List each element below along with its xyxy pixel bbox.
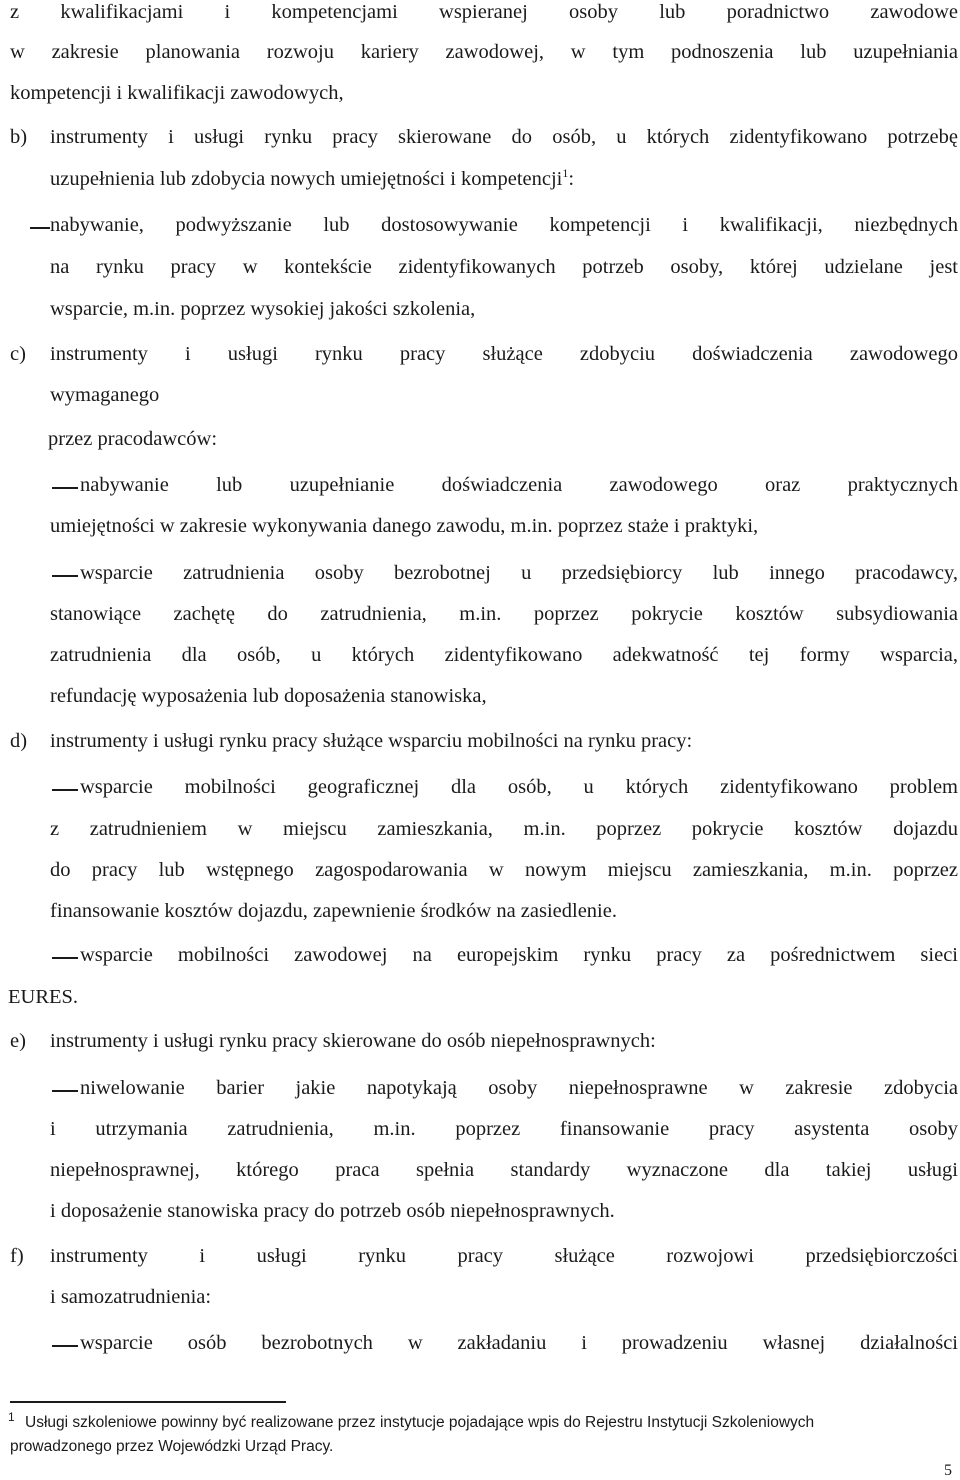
list-marker: e) bbox=[10, 1030, 26, 1052]
list-item-heading: instrumenty i usługi rynku pracy skierowane do osób niepełnosprawnych: bbox=[50, 1030, 656, 1052]
footnote-ref: 1 bbox=[562, 166, 569, 181]
bullet-line: refundację wyposażenia lub doposażenia stanowiska, bbox=[50, 685, 487, 707]
list-item-heading: instrumenty i usługi rynku pracy skierowane do osób, u których zidentyfikowano potrzebę bbox=[50, 126, 958, 148]
list-item-text: : bbox=[568, 168, 575, 190]
bullet-line: wsparcie mobilności zawodowej na europejskim rynku pracy za pośrednictwem sieci bbox=[80, 944, 958, 966]
list-item-heading: i samozatrudnienia: bbox=[50, 1286, 212, 1308]
paragraph-line: w zakresie planowania rozwoju kariery zawodowej, w tym podnoszenia lub uzupełniania bbox=[10, 41, 958, 63]
bullet-line: wsparcie osób bezrobotnych w zakładaniu i prowadzeniu własnej działalności bbox=[80, 1332, 958, 1354]
bullet-line: na rynku pracy w kontekście zidentyfikowanych potrzeb osoby, której udzielane jest bbox=[50, 256, 958, 278]
bullet-line: EURES. bbox=[8, 986, 79, 1008]
paragraph-line: z kwalifikacjami i kompetencjami wspieranej osoby lub poradnictwo zawodowe bbox=[10, 1, 958, 23]
dash-bullet bbox=[52, 1090, 78, 1092]
dash-bullet bbox=[52, 957, 78, 959]
dash-bullet bbox=[30, 227, 50, 229]
bullet-line: niwelowanie barier jakie napotykają osoby niepełnosprawne w zakresie zdobycia bbox=[80, 1077, 958, 1099]
list-marker: f) bbox=[10, 1245, 24, 1267]
dash-bullet bbox=[52, 1345, 78, 1347]
list-marker: c) bbox=[10, 343, 26, 365]
footnote-separator bbox=[10, 1401, 286, 1403]
bullet-line: do pracy lub wstępnego zagospodarowania w nowym miejscu zamieszkania, m.in. poprzez bbox=[50, 859, 958, 881]
bullet-line: nabywanie lub uzupełnianie doświadczenia zawodowego oraz praktycznych bbox=[80, 474, 958, 496]
bullet-line: nabywanie, podwyższanie lub dostosowywanie kompetencji i kwalifikacji, niezbędnych bbox=[50, 214, 958, 236]
list-item-heading bbox=[50, 165, 574, 193]
list-marker: d) bbox=[10, 730, 28, 752]
dash-bullet bbox=[52, 789, 78, 791]
paragraph-line: kompetencji i kwalifikacji zawodowych, bbox=[10, 82, 344, 104]
bullet-line: z zatrudnieniem w miejscu zamieszkania, m.in. poprzez pokrycie kosztów dojazdu bbox=[50, 818, 958, 840]
bullet-line: stanowiące zachętę do zatrudnienia, m.in. poprzez pokrycie kosztów subsydiowania bbox=[50, 603, 958, 625]
list-marker: b) bbox=[10, 126, 28, 148]
list-item-heading: instrumenty i usługi rynku pracy służące wsparciu mobilności na rynku pracy: bbox=[50, 730, 693, 752]
list-item-heading: wymaganego bbox=[50, 384, 160, 406]
list-item-heading: przez pracodawców: bbox=[48, 428, 218, 450]
bullet-line: i doposażenie stanowiska pracy do potrzeb osób niepełnosprawnych. bbox=[50, 1200, 615, 1222]
bullet-line: niepełnosprawnej, którego praca spełnia standardy wyznaczone dla takiej usługi bbox=[50, 1159, 958, 1181]
footnote-number: 1 bbox=[8, 1409, 15, 1424]
bullet-line: i utrzymania zatrudnienia, m.in. poprzez finansowanie pracy asystenta osoby bbox=[50, 1118, 958, 1140]
bullet-line: wsparcie, m.in. poprzez wysokiej jakości szkolenia, bbox=[50, 298, 476, 320]
footnote bbox=[8, 1409, 960, 1434]
bullet-line: zatrudnienia dla osób, u których zidentyfikowano adekwatność tej formy wsparcia, bbox=[50, 644, 958, 666]
list-item-heading: instrumenty i usługi rynku pracy służące rozwojowi przedsiębiorczości bbox=[50, 1245, 958, 1267]
footnote-text-line: prowadzonego przez Wojewódzki Urząd Pracy. bbox=[10, 1438, 334, 1455]
bullet-line: wsparcie mobilności geograficznej dla osób, u których zidentyfikowano problem bbox=[80, 776, 958, 798]
dash-bullet bbox=[52, 487, 78, 489]
bullet-line: wsparcie zatrudnienia osoby bezrobotnej u przedsiębiorcy lub innego pracodawcy, bbox=[80, 562, 958, 584]
list-item-heading: instrumenty i usługi rynku pracy służące zdobyciu doświadczenia zawodowego bbox=[50, 343, 958, 365]
list-item-text: uzupełnienia lub zdobycia nowych umiejętności i kompetencji bbox=[50, 168, 563, 190]
dash-bullet bbox=[52, 575, 78, 577]
bullet-line: finansowanie kosztów dojazdu, zapewnienie środków na zasiedlenie. bbox=[50, 900, 617, 922]
page-number: 5 bbox=[944, 1462, 952, 1479]
footnote-text: Usługi szkoleniowe powinny być realizowane przez instytucje pojadające wpis do Rejestru Instytucji Szkoleniowych bbox=[25, 1414, 815, 1431]
bullet-line: umiejętności w zakresie wykonywania danego zawodu, m.in. poprzez staże i praktyki, bbox=[50, 515, 759, 537]
